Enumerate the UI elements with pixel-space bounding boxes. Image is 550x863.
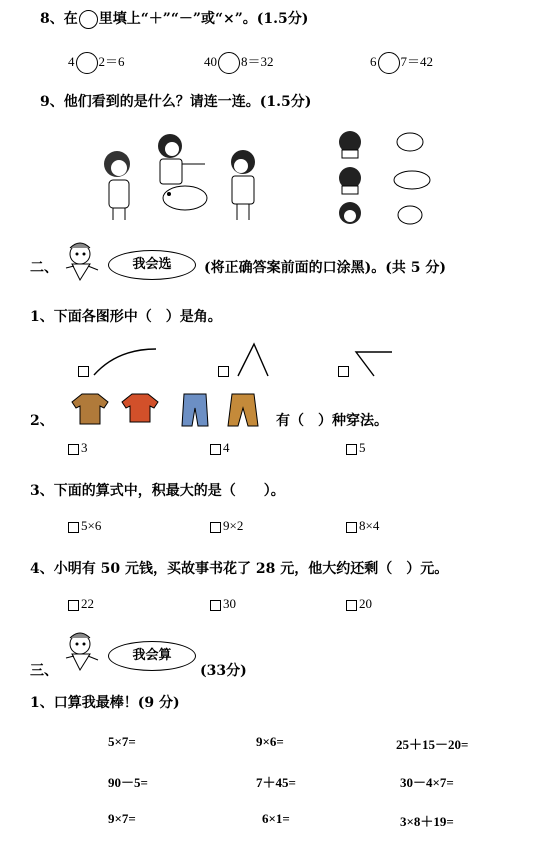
jacket-brown-icon xyxy=(72,394,108,424)
option-checkbox[interactable] xyxy=(346,444,357,455)
option-checkbox-c[interactable] xyxy=(338,366,349,377)
answer-circle[interactable] xyxy=(378,52,400,74)
answer-circle[interactable] xyxy=(218,52,240,74)
s2q3-option-b[interactable]: 9×2 xyxy=(210,518,243,534)
s2q4-title: 4、小明有 50 元钱，买故事书花了 28 元，他大约还剩（ ）元。 xyxy=(30,561,449,577)
calc-item: 9×6= xyxy=(256,734,284,749)
option-checkbox[interactable] xyxy=(68,444,79,455)
open-angle-shape xyxy=(352,350,397,380)
q8-item-3: 6 7＝42 xyxy=(370,51,433,74)
jacket-red-icon xyxy=(122,394,158,422)
option-checkbox[interactable] xyxy=(210,600,221,611)
option-checkbox-b[interactable] xyxy=(218,366,229,377)
option-checkbox[interactable] xyxy=(346,522,357,533)
clothes-illustration xyxy=(68,390,268,428)
mascot-icon xyxy=(60,630,102,672)
option-checkbox[interactable] xyxy=(68,600,79,611)
answer-circle[interactable] xyxy=(76,52,98,74)
section-2-badge: 我会选 xyxy=(108,250,196,280)
calc-item: 25＋15－20= xyxy=(396,737,469,752)
section-2-instruction: (将正确答案前面的口涂黑)。(共 5 分) xyxy=(204,260,446,276)
curve-line-shape xyxy=(92,347,162,377)
option-checkbox[interactable] xyxy=(346,600,357,611)
option-checkbox-a[interactable] xyxy=(78,366,89,377)
pants-brown-icon xyxy=(228,394,258,426)
guinea-pig-icon xyxy=(163,186,207,210)
pig-back-view-icon xyxy=(398,206,422,224)
s2q2-number: 2、 xyxy=(30,413,54,429)
s2q3-title: 3、下面的算式中，积最大的是（ ）。 xyxy=(30,483,285,499)
s2q3-option-a[interactable]: 5×6 xyxy=(68,518,101,534)
calc-item: 90－5= xyxy=(108,775,148,790)
option-checkbox[interactable] xyxy=(210,444,221,455)
children-looking-illustration xyxy=(95,128,275,223)
q8-title: 8、在 里填上“＋”“－”或“×”。(1.5分) xyxy=(40,11,309,27)
calc-item: 30－4×7= xyxy=(400,775,454,790)
pants-blue-icon xyxy=(182,394,208,426)
section-3-number: 三、 xyxy=(30,663,58,679)
view-options-illustration xyxy=(335,128,435,228)
option-checkbox[interactable] xyxy=(210,522,221,533)
s2q2-suffix: 有（ ）种穿法。 xyxy=(276,413,388,429)
q8-item-2: 40 8＝32 xyxy=(204,51,274,74)
s2q3-option-c[interactable]: 8×4 xyxy=(346,518,379,534)
pig-side-view-icon xyxy=(394,171,430,189)
calc-item: 5×7= xyxy=(108,734,136,749)
s2q2-option-b[interactable]: 4 xyxy=(210,440,230,456)
section-3-badge: 我会算 xyxy=(108,641,196,671)
mascot-icon xyxy=(60,240,102,282)
calc-item: 9×7= xyxy=(108,811,136,826)
s2q4-option-b[interactable]: 30 xyxy=(210,596,236,612)
s2q4-option-a[interactable]: 22 xyxy=(68,596,94,612)
blank-circle-icon xyxy=(79,10,98,29)
calc-item: 7＋45= xyxy=(256,775,296,790)
s2q2-option-a[interactable]: 3 xyxy=(68,440,88,456)
q8-item-1: 4 2＝6 xyxy=(68,51,125,74)
s2q1-title: 1、下面各图形中（ ）是角。 xyxy=(30,309,222,325)
section-3-score: (33分) xyxy=(200,663,247,679)
calc-item: 6×1= xyxy=(262,811,290,826)
s2q2-option-c[interactable]: 5 xyxy=(346,440,366,456)
angle-shape xyxy=(234,342,274,378)
q9-title: 9、他们看到的是什么？请连一连。(1.5分) xyxy=(40,94,312,110)
s2q4-option-c[interactable]: 20 xyxy=(346,596,372,612)
pig-front-view-icon xyxy=(397,133,423,151)
calc-item: 3×8＋19= xyxy=(400,814,454,829)
option-checkbox[interactable] xyxy=(68,522,79,533)
section-2-number: 二、 xyxy=(30,260,58,276)
s3q1-title: 1、口算我最棒！(9 分) xyxy=(30,695,180,711)
